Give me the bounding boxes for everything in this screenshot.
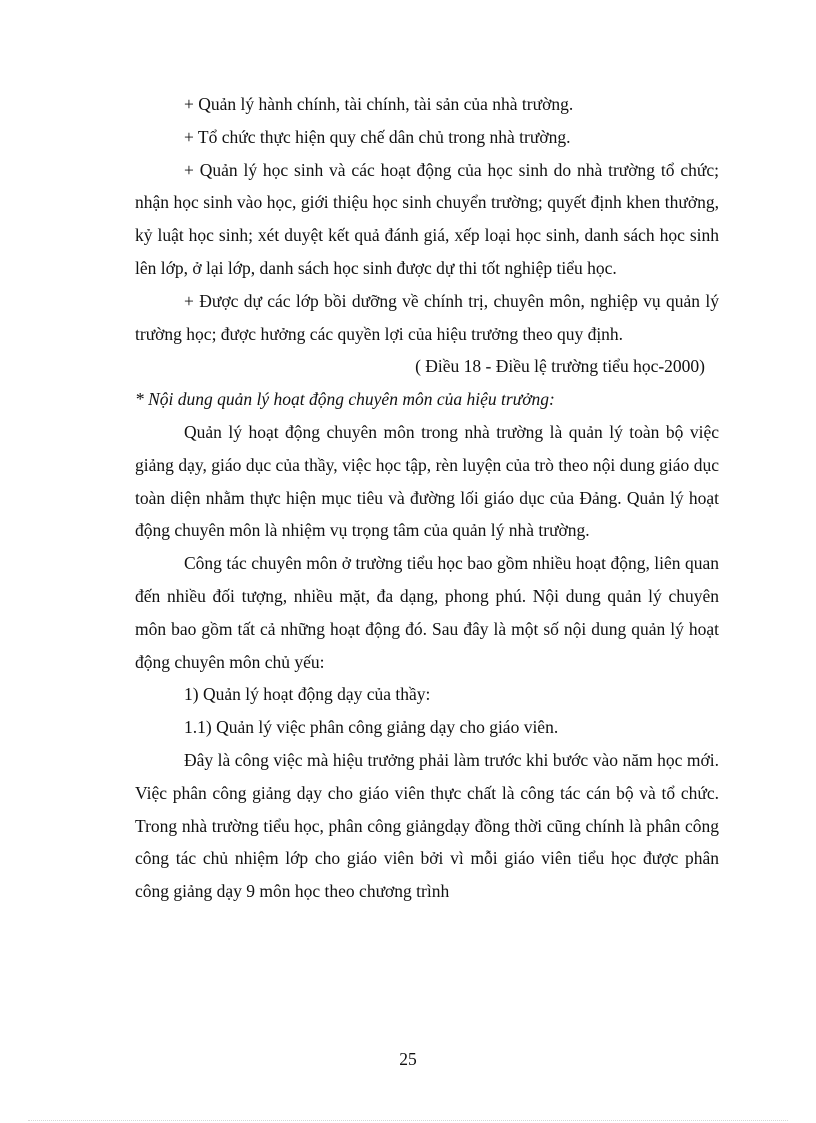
paragraph-assignment-detail: Đây là công việc mà hiệu trưởng phải làm trước khi bước vào năm học mới. Việc phân công giảng dạy cho giáo viên thực chất là công tác cán bộ và tổ chức. Trong nhà trường tiểu học, phân công giảngdạy đồng thời cũng chính là phân công công tác chủ nhiệm lớp cho giáo viên bởi vì mỗi giáo viên tiểu học được phân công giảng dạy 9 môn học theo chương trình — [135, 749, 719, 902]
document-page — [135, 88, 719, 908]
paragraph-professional-activities: Công tác chuyên môn ở trường tiểu học bao gồm nhiều hoạt động, liên quan đến nhiều đối tượng, nhiều mặt, đa dạng, phong phú. Nội dung quản lý chuyên môn bao gồm tất cả những hoạt động đó. Sau đây là một số nội dung quản lý hoạt động chuyên môn chủ yếu: — [135, 553, 719, 672]
page-bottom-divider — [28, 1120, 788, 1121]
page-number: 25 — [399, 1049, 417, 1069]
paragraph-training: + Được dự các lớp bồi dưỡng về chính trị, chuyên môn, nghiệp vụ quản lý trường học; được hưởng các quyền lợi của hiệu trưởng theo quy định. — [135, 290, 719, 344]
citation: ( Điều 18 - Điều lệ trường tiểu học-2000) — [415, 356, 705, 377]
list-item-teaching-assignment: 1.1) Quản lý việc phân công giảng dạy cho giáo viên. — [184, 717, 559, 738]
list-item-teaching-management: 1) Quản lý hoạt động dạy của thầy: — [184, 684, 431, 705]
paragraph-professional-management: Quản lý hoạt động chuyên môn trong nhà trường là quản lý toàn bộ việc giảng dạy, giáo dục của thầy, việc học tập, rèn luyện của trò theo nội dung giáo dục toàn diện nhằm thực hiện mục tiêu và đường lối giáo dục của Đảng. Quản lý hoạt động chuyên môn là nhiệm vụ trọng tâm của quản lý nhà trường. — [135, 421, 719, 541]
section-heading: * Nội dung quản lý hoạt động chuyên môn của hiệu trưởng: — [135, 389, 555, 410]
paragraph-democracy: + Tổ chức thực hiện quy chế dân chủ trong nhà trường. — [184, 126, 571, 147]
paragraph-student-management: + Quản lý học sinh và các hoạt động của học sinh do nhà trường tổ chức; nhận học sinh vào học, giới thiệu học sinh chuyển trường; quyết định khen thưởng, kỷ luật học sinh; xét duyệt kết quả đánh giá, xếp loại học sinh, danh sách học sinh lên lớp, ở lại lớp, danh sách học sinh được dự thi tốt nghiệp tiểu học. — [135, 159, 719, 278]
paragraph-admin-finance: + Quản lý hành chính, tài chính, tài sản của nhà trường. — [184, 94, 574, 114]
